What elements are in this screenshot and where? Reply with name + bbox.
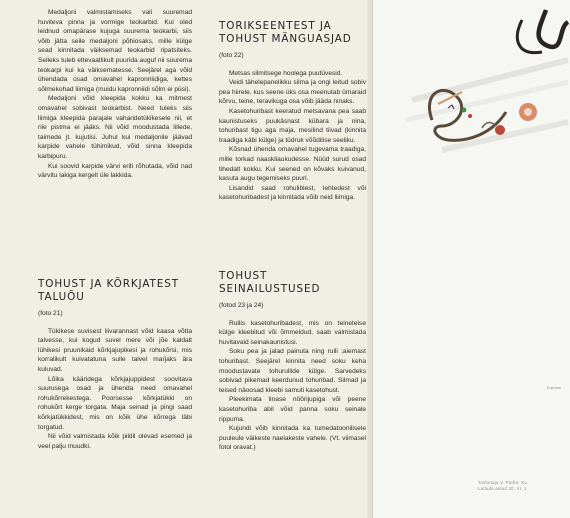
fungus-toys-article <box>219 20 366 203</box>
paragraph: Tükikese suvisest liivarannast võid kaasa võtta talvesse, kui kogud suvel mere või jõe kaldalt lühikesi pruunikaid kõrkjajupikesi ja rohukõrsi, mis korralikult kuivatatuna sulle talvel marjaks ära kuluvad. <box>38 327 192 373</box>
farmyard-article <box>38 278 192 451</box>
paragraph: Lisandid saad rohuliblest, lehtedest või kasetohuribadest ja kinnitada võib neid liimiga. <box>219 184 366 202</box>
paragraph: Kui soovid karpide värvi eriti rõhutada, võid nad värvitu lakiga kergelt üle lakkida. <box>38 162 192 180</box>
photo-reference: (foto 22) <box>219 52 244 59</box>
paragraph: Nii võid valmistada kõik pildil olevad esemed ja veel palju muudki. <box>38 433 192 450</box>
imprint-line: Toimetaja V. Parbo. Ku <box>478 480 528 485</box>
photo-reference: (foto 21) <box>38 310 63 317</box>
curl-shape <box>539 10 568 47</box>
craft-illustration <box>372 0 570 518</box>
shell-shape <box>495 125 505 135</box>
paragraph: Veidi tähelepanelikku silma ja ongi leitud sobiv pea hiirele, kus seene üks osa meenutab ümaraid kõrvu, teine, teravikuga osa võib jääda ninaks. <box>219 79 366 106</box>
section-heading: TOHUST SEINAILUSTUSED <box>219 270 321 295</box>
paragraph: Kujundi võib kinnitada ka tumedatoonilisele puuleule väikeste naelakeste vahele. (Vt. viimasel fotol oravat.) <box>219 425 366 452</box>
wall-decoration-article <box>219 270 366 453</box>
section-heading: TOHUST JA KÕRKJATEST TALUÕU <box>38 278 179 303</box>
imprint-line: Latluda anlud 30. III. 1 <box>478 485 527 491</box>
photo-reference: (fotod 23 ja 24) <box>219 302 264 309</box>
paragraph: Medaljoni võid kleepida kokku ka mitmest omavahel sobivast teokarbist. Need tuleks siis liimiga kleepida parajale vaharidetükikesele nii, et riie pistma ei jääks. Nii võid moodustada lillede, taimede jt. kujutisi. Juhul kui medaljonile jäävad karpide vahele tühimikud, võid sinna kleepida karbipuru. <box>38 95 192 160</box>
paragraph: Kasetohuribast keeratud metsavana pea saab kaunistuseks puukäsnast kübara ja nina, tohuribast tigu aga maja, mesilind tiivad (kinnita traadiga käbi külge) ja tüdruk võõdilise seeliku. <box>219 107 366 144</box>
side-mark: Kujunes <box>547 386 561 390</box>
paragraph: Kõsnad ühenda omavahel tugevama traadiga, mille torkad naaskliaukudesse. Nüüd surud osad tihedalt kokku. Kui seened on kõvaks kuivanud, kasuta augu tegemiseks puuri. <box>219 146 366 183</box>
medallion-article <box>38 8 192 181</box>
paragraph: Medaljoni valmistamiseks vali suuremad huviteva pinna ja vormige teokarbid. Kui oled leidnud omapärase kujuga suurema teokarbi, siis võib jätta seile medaljoni põhiosaks, mille külge sead kinnitada väiksemad teokarbid ripatsiteks. Selleks tuleb ettevaatlikult puurida auguf nii suurema teokarpi kui ka väiksematesse. Seejärel aga võid ühendada osad omavahel kapronniidiga, kettes sõlmekohad liimiga (muidu kapronniidi sõlm ei püsi). <box>38 9 192 93</box>
paragraph: Metsas silmitsege hoolega puutüvesid. <box>229 69 343 77</box>
paragraph: Soku pea ja jalad painuta ning rulli ;aiemast tohuribast. Seejärel kinnita need soku keha moodustavate tohurullide külge. Sarvedeks sobivad pikemad keerdunud tohuribad. Silmad ja teised näoosad kleebi samuti kasetohust. <box>219 348 366 394</box>
paragraph: Rullis kasetohuribadest, mis on teineteise külge kleebitud või õmmeldud, saab valmistada huvitavaid seinakaunistusi. <box>219 319 366 346</box>
paragraph: Pleekimata linase nöörijupiga või peene kasetohuriba abil võid panna soku seinale rippuma. <box>219 396 366 423</box>
imprint-caption <box>478 480 568 491</box>
paragraph: Lõika kääridega kõrkjajuppidest soovitava suurusega osad ja ühenda need omavahel rohukõrrekestega. Poorsesse kõrkjatükki on rohukõrt kerge torgata. Maja seinad ja pingi saad kõrkjatükkidest, mis on kõik ühe kõrrega läbi torgatud. <box>38 375 192 431</box>
section-heading: TORIKSEENTEST JA TOHUST MÄNGUASJAD <box>219 20 352 45</box>
